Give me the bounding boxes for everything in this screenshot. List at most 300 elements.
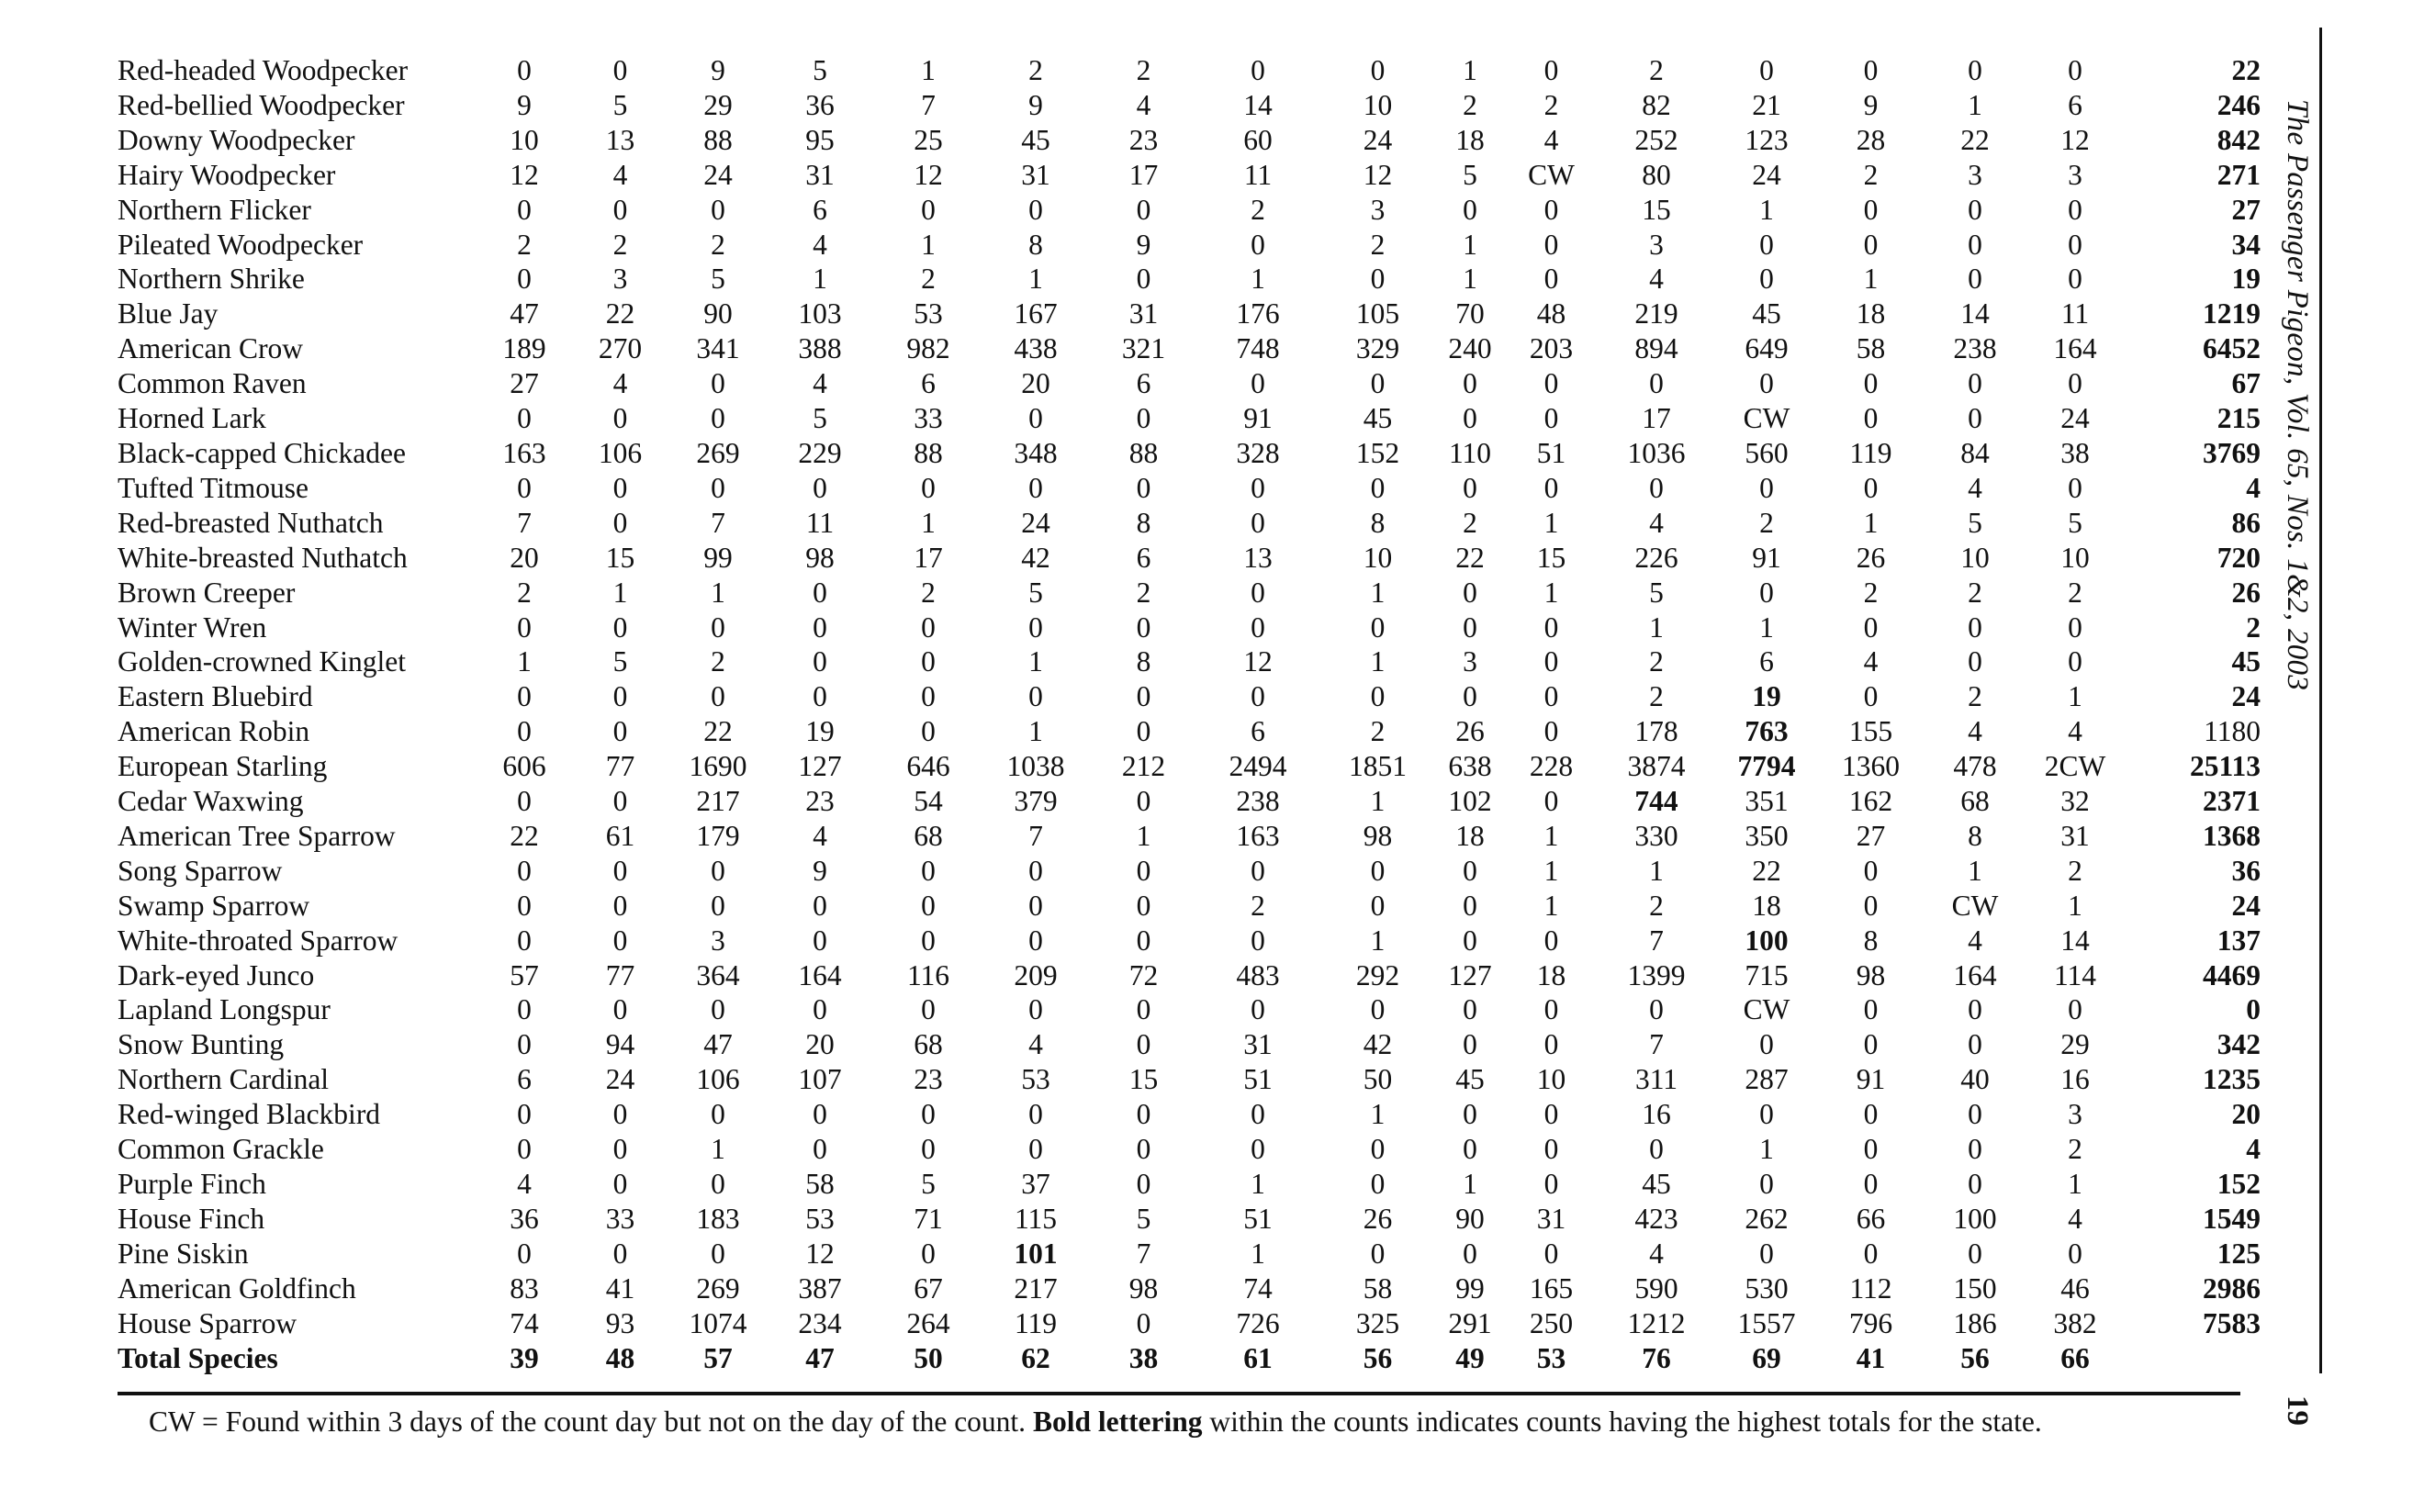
count-cell: 0 [711,1098,725,1131]
count-cell: 45 [1363,402,1393,435]
count-cell: 0 [1543,471,1559,504]
total-species-cell: 47 [805,1341,835,1374]
count-cell: 0 [1136,715,1151,748]
count-cell: 228 [1529,750,1574,783]
count-cell: 99 [1455,1271,1485,1305]
count-cell: 262 [1745,1202,1789,1235]
count-cell: 7 [1028,819,1043,852]
count-cell: 0 [1863,193,1879,226]
total-species-cell: 69 [1752,1341,1781,1374]
count-cell: 106 [696,1063,740,1096]
count-cell: 1 [1759,1133,1774,1166]
count-cell: 4 [2068,715,2082,748]
count-cell: 2 [1136,576,1151,609]
count-cell: 1 [1759,193,1774,226]
count-cell: 0 [517,1028,532,1061]
count-cell: 3874 [1627,750,1686,783]
count-cell: 2 [1370,228,1386,261]
count-cell: 1 [1370,645,1386,678]
count-cell: 18 [1856,297,1886,330]
count-cell: 1 [1759,610,1774,644]
count-cell: 2 [1968,680,1982,713]
count-cell: 2 [1370,715,1386,748]
count-cell: 1074 [689,1306,747,1339]
count-cell: 1360 [1842,750,1900,783]
count-cell: 9 [517,88,532,121]
count-cell: 0 [921,610,936,644]
count-cell: 163 [1236,819,1280,852]
count-cell: 387 [798,1271,842,1305]
count-cell: 4 [813,367,827,400]
count-cell: 20 [510,541,539,574]
count-cell: 10 [2060,541,2090,574]
total-species-cell: 48 [605,1341,635,1374]
count-cell: 3 [1968,158,1982,191]
count-cell: 0 [1759,1237,1774,1270]
table-row [118,401,2261,436]
count-cell: 0 [711,680,725,713]
species-name: Tufted Titmouse [118,471,309,504]
total-species-cell: 41 [1856,1341,1886,1374]
count-cell: 21 [1752,88,1781,121]
count-cell: 110 [1448,436,1492,469]
count-cell: 0 [1968,610,1982,644]
count-cell: 0 [813,645,827,678]
count-cell: 0 [813,924,827,957]
count-cell: 6 [1136,541,1151,574]
total-species-label: Total Species [118,1341,278,1374]
count-cell: 10 [510,123,539,156]
count-cell: 8 [1136,506,1151,539]
count-cell: 0 [2068,471,2082,504]
count-cell: 0 [1251,854,1265,887]
count-cell: 0 [517,785,532,818]
count-cell: 0 [1863,1237,1879,1270]
table-row [118,610,2261,645]
count-cell: 1 [1028,715,1043,748]
count-cell: 183 [696,1202,740,1235]
count-cell: 1 [612,576,628,609]
count-cell: 0 [1136,889,1151,922]
count-cell: 287 [1745,1063,1789,1096]
count-cell: 18 [1752,889,1781,922]
total-species-cell: 49 [1455,1341,1485,1374]
species-total: 137 [2216,924,2261,957]
count-cell: 0 [1543,1098,1559,1131]
table-row [118,506,2261,541]
count-cell: 0 [1251,680,1265,713]
species-name: Swamp Sparrow [118,889,310,922]
count-cell: 0 [1543,1168,1559,1200]
count-cell: 0 [2068,263,2082,296]
species-name: European Starling [118,750,328,783]
count-cell: 0 [1136,1098,1151,1131]
count-cell: 164 [1953,958,1997,991]
count-cell: 0 [1968,1133,1982,1166]
table-row [118,1027,2261,1062]
count-cell: 58 [805,1168,835,1200]
count-cell: 72 [1128,958,1159,991]
species-total: 246 [2216,88,2261,121]
count-cell: 0 [1136,1168,1151,1200]
count-cell: 163 [502,436,546,469]
count-cell: 1 [1463,54,1477,86]
count-cell: 1 [1543,506,1559,539]
count-cell: 42 [1021,541,1050,574]
count-cell: 45 [1455,1063,1485,1096]
count-cell: 5 [921,1168,936,1200]
count-cell: 0 [1759,54,1774,86]
count-cell: 329 [1355,332,1400,365]
species-name: Golden-crowned Kinglet [118,645,407,678]
count-cell: 0 [1968,1237,1982,1270]
species-total: 271 [2216,158,2261,191]
count-cell: 1557 [1737,1306,1796,1339]
count-cell: 31 [2060,819,2090,852]
count-cell: 1 [1136,819,1151,852]
table-row [118,784,2261,819]
count-cell: 638 [1448,750,1492,783]
count-cell: 0 [1028,1098,1043,1131]
count-cell: 98 [1128,1271,1159,1305]
count-cell: 1 [1370,576,1386,609]
count-cell: 58 [1856,332,1886,365]
count-cell: 0 [1463,1237,1477,1270]
count-cell: 91 [1856,1063,1886,1096]
count-cell: 82 [1642,88,1671,121]
count-cell: 6 [921,367,936,400]
count-cell: 1 [1968,854,1982,887]
count-cell: 101 [1014,1237,1058,1270]
count-cell: 0 [1863,610,1879,644]
count-cell: 0 [1028,889,1043,922]
count-cell: 31 [1128,297,1159,330]
count-cell: 0 [612,1237,628,1270]
count-cell: 0 [1649,471,1664,504]
count-cell: 100 [1745,924,1789,957]
count-cell: 66 [1856,1202,1886,1235]
count-cell: 0 [1863,1098,1879,1131]
count-cell: 649 [1745,332,1789,365]
count-cell: 4 [1968,715,1982,748]
count-cell: 0 [1370,993,1386,1026]
count-cell: 0 [921,854,936,887]
count-cell: 99 [703,541,733,574]
species-name: Common Grackle [118,1133,324,1166]
footnote-text-after: within the counts indicates counts having the highest totals for the state. [1202,1406,2042,1438]
count-cell: 33 [914,402,943,435]
count-cell: 478 [1953,750,1997,783]
count-cell: 0 [1028,993,1043,1026]
count-cell: 36 [805,88,835,121]
table-row [118,1097,2261,1132]
count-cell: 1 [2068,889,2082,922]
count-cell: 217 [1014,1271,1058,1305]
count-cell: 0 [1136,471,1151,504]
count-cell: 0 [1543,263,1559,296]
count-cell: 6 [2068,88,2082,121]
total-species-row [118,1341,2261,1376]
count-cell: 2 [612,228,628,261]
count-cell: 0 [517,889,532,922]
count-cell: 0 [1370,263,1386,296]
count-cell: 3 [711,924,725,957]
count-cell: 0 [1543,193,1559,226]
count-cell: 269 [696,1271,740,1305]
count-cell: 1 [1543,854,1559,887]
species-name: American Goldfinch [118,1271,356,1305]
count-cell: 0 [1028,193,1043,226]
count-cell: 32 [2060,785,2090,818]
count-cell: 1 [1968,88,1982,121]
count-cell: 203 [1529,332,1574,365]
count-cell: 0 [1968,367,1982,400]
count-cell: 530 [1745,1271,1789,1305]
count-cell: 4 [612,158,628,191]
count-cell: 14 [1243,88,1273,121]
count-cell: 74 [510,1306,539,1339]
count-cell: 0 [1028,402,1043,435]
count-cell: 0 [1463,924,1477,957]
count-cell: 219 [1634,297,1678,330]
count-cell: 0 [1370,54,1386,86]
count-cell: 1399 [1627,958,1686,991]
count-cell: 24 [1363,123,1393,156]
count-cell: 0 [1370,889,1386,922]
count-cell: 0 [1136,610,1151,644]
count-cell: 0 [1463,367,1477,400]
count-cell: 24 [1752,158,1781,191]
count-cell: 1 [1463,1168,1477,1200]
species-total: 4469 [2203,958,2261,991]
bird-count-table [118,53,2261,1375]
count-cell: 0 [1251,610,1265,644]
count-cell: 0 [921,1098,936,1131]
count-cell: 3 [2068,158,2082,191]
count-cell: 0 [1649,993,1664,1026]
count-cell: 311 [1634,1063,1678,1096]
count-cell: 364 [696,958,740,991]
species-name: Lapland Longspur [118,993,331,1026]
count-cell: 0 [612,1098,628,1131]
count-cell: 0 [1251,993,1265,1026]
count-cell: 0 [1759,263,1774,296]
count-cell: 40 [1960,1063,1990,1096]
count-cell: 0 [1370,1237,1386,1270]
count-cell: 31 [805,158,835,191]
count-cell: 0 [813,1098,827,1131]
count-cell: 150 [1953,1271,1997,1305]
count-cell: 0 [1968,402,1982,435]
count-cell: 4 [1649,506,1664,539]
count-cell: 744 [1634,785,1678,818]
count-cell: 22 [510,819,539,852]
count-cell: 10 [1363,88,1393,121]
count-cell: 167 [1014,297,1058,330]
count-cell: 0 [1251,576,1265,609]
count-cell: 0 [921,680,936,713]
count-cell: 0 [711,471,725,504]
count-cell: 0 [921,193,936,226]
count-cell: 71 [914,1202,943,1235]
count-cell: 0 [1759,1098,1774,1131]
count-cell: 67 [914,1271,943,1305]
count-cell: 0 [921,471,936,504]
count-cell: 106 [598,436,643,469]
count-cell: 0 [1370,1133,1386,1166]
count-cell: 0 [1136,402,1151,435]
count-cell: 36 [510,1202,539,1235]
count-cell: 53 [1021,1063,1050,1096]
count-cell: 0 [612,610,628,644]
count-cell: 26 [1363,1202,1393,1235]
count-cell: 23 [914,1063,943,1096]
count-cell: 9 [711,54,725,86]
table-row [118,992,2261,1027]
count-cell: 292 [1355,958,1400,991]
count-cell: 2CW [2044,750,2106,783]
table-row [118,819,2261,854]
count-cell: 1 [517,645,532,678]
count-cell: 0 [1463,993,1477,1026]
count-cell: 0 [612,715,628,748]
count-cell: 270 [598,332,643,365]
species-total: 0 [2246,993,2261,1026]
species-name: Hairy Woodpecker [118,158,336,191]
count-cell: 1036 [1627,436,1686,469]
count-cell: 0 [1863,680,1879,713]
count-cell: 0 [612,54,628,86]
count-cell: 22 [703,715,733,748]
count-cell: 0 [1968,228,1982,261]
count-cell: 15 [1642,193,1671,226]
species-total: 2 [2246,610,2261,644]
species-total: 34 [2231,228,2261,261]
count-cell: 0 [1251,924,1265,957]
count-cell: 0 [1136,680,1151,713]
table-row [118,714,2261,749]
count-cell: 98 [1363,819,1393,852]
count-cell: 0 [1863,1028,1879,1061]
count-cell: 24 [1021,506,1050,539]
total-species-cell: 39 [510,1341,539,1374]
count-cell: 11 [805,506,835,539]
count-cell: 54 [914,785,943,818]
table-row [118,679,2261,714]
count-cell: 0 [612,889,628,922]
count-cell: 328 [1236,436,1280,469]
table-row [118,88,2261,123]
count-cell: 0 [517,1133,532,1166]
total-species-cell: 66 [2060,1341,2090,1374]
count-cell: 250 [1529,1306,1574,1339]
count-cell: 12 [805,1237,835,1270]
count-cell: 2 [1759,506,1774,539]
table-row [118,749,2261,784]
count-cell: 0 [1370,471,1386,504]
species-total: 1235 [2203,1063,2261,1096]
table-row [118,297,2261,331]
count-cell: 152 [1355,436,1400,469]
count-cell: 2 [711,645,725,678]
species-total: 1180 [2204,715,2261,748]
count-cell: 0 [2068,193,2082,226]
count-cell: 42 [1363,1028,1393,1061]
count-cell: 0 [1759,367,1774,400]
count-cell: 0 [921,1237,936,1270]
count-cell: 0 [813,471,827,504]
count-cell: 0 [1463,680,1477,713]
count-cell: 0 [517,54,532,86]
count-cell: 0 [1463,1133,1477,1166]
count-cell: 5 [813,54,827,86]
count-cell: 98 [805,541,835,574]
count-cell: 22 [1752,854,1781,887]
count-cell: 2 [711,228,725,261]
count-cell: 9 [1136,228,1151,261]
count-cell: 796 [1848,1306,1893,1339]
count-cell: 53 [914,297,943,330]
count-cell: 0 [1759,576,1774,609]
count-cell: 24 [2060,402,2090,435]
count-cell: 8 [1136,645,1151,678]
table-row [118,193,2261,228]
total-species-cell: 53 [1536,1341,1566,1374]
count-cell: 178 [1634,715,1678,748]
count-cell: 0 [1136,854,1151,887]
count-cell: 5 [711,263,725,296]
table-row [118,158,2261,193]
count-cell: 2 [1863,576,1879,609]
count-cell: 2 [517,576,532,609]
count-cell: 0 [1968,263,1982,296]
count-cell: 91 [1243,402,1273,435]
count-cell: 10 [1536,1063,1566,1096]
count-cell: 0 [2068,1237,2082,1270]
count-cell: 0 [711,993,725,1026]
species-total: 27 [2231,193,2261,226]
count-cell: 46 [2060,1271,2090,1305]
count-cell: 25 [914,123,943,156]
count-cell: 4 [813,819,827,852]
table-row [118,1062,2261,1097]
count-cell: 7 [1136,1237,1151,1270]
count-cell: 0 [517,402,532,435]
count-cell: 0 [1649,1133,1664,1166]
count-cell: 1 [1370,785,1386,818]
count-cell: 0 [612,1133,628,1166]
count-cell: 5 [612,645,628,678]
count-cell: 240 [1448,332,1492,365]
count-cell: 19 [1752,680,1781,713]
count-cell: 1 [1251,1237,1265,1270]
count-cell: 0 [1543,924,1559,957]
count-cell: 6 [813,193,827,226]
count-cell: 127 [1448,958,1492,991]
count-cell: 68 [1960,785,1990,818]
count-cell: 107 [798,1063,842,1096]
count-cell: 0 [1370,680,1386,713]
bird-count-table-region [118,53,2261,1375]
count-cell: 4 [517,1168,532,1200]
count-cell: 0 [517,610,532,644]
count-cell: 7794 [1737,750,1796,783]
running-head-rule [2319,28,2322,1373]
count-cell: 10 [1960,541,1990,574]
species-name: White-breasted Nuthatch [118,541,408,574]
count-cell: 0 [711,193,725,226]
count-cell: 0 [1463,1098,1477,1131]
